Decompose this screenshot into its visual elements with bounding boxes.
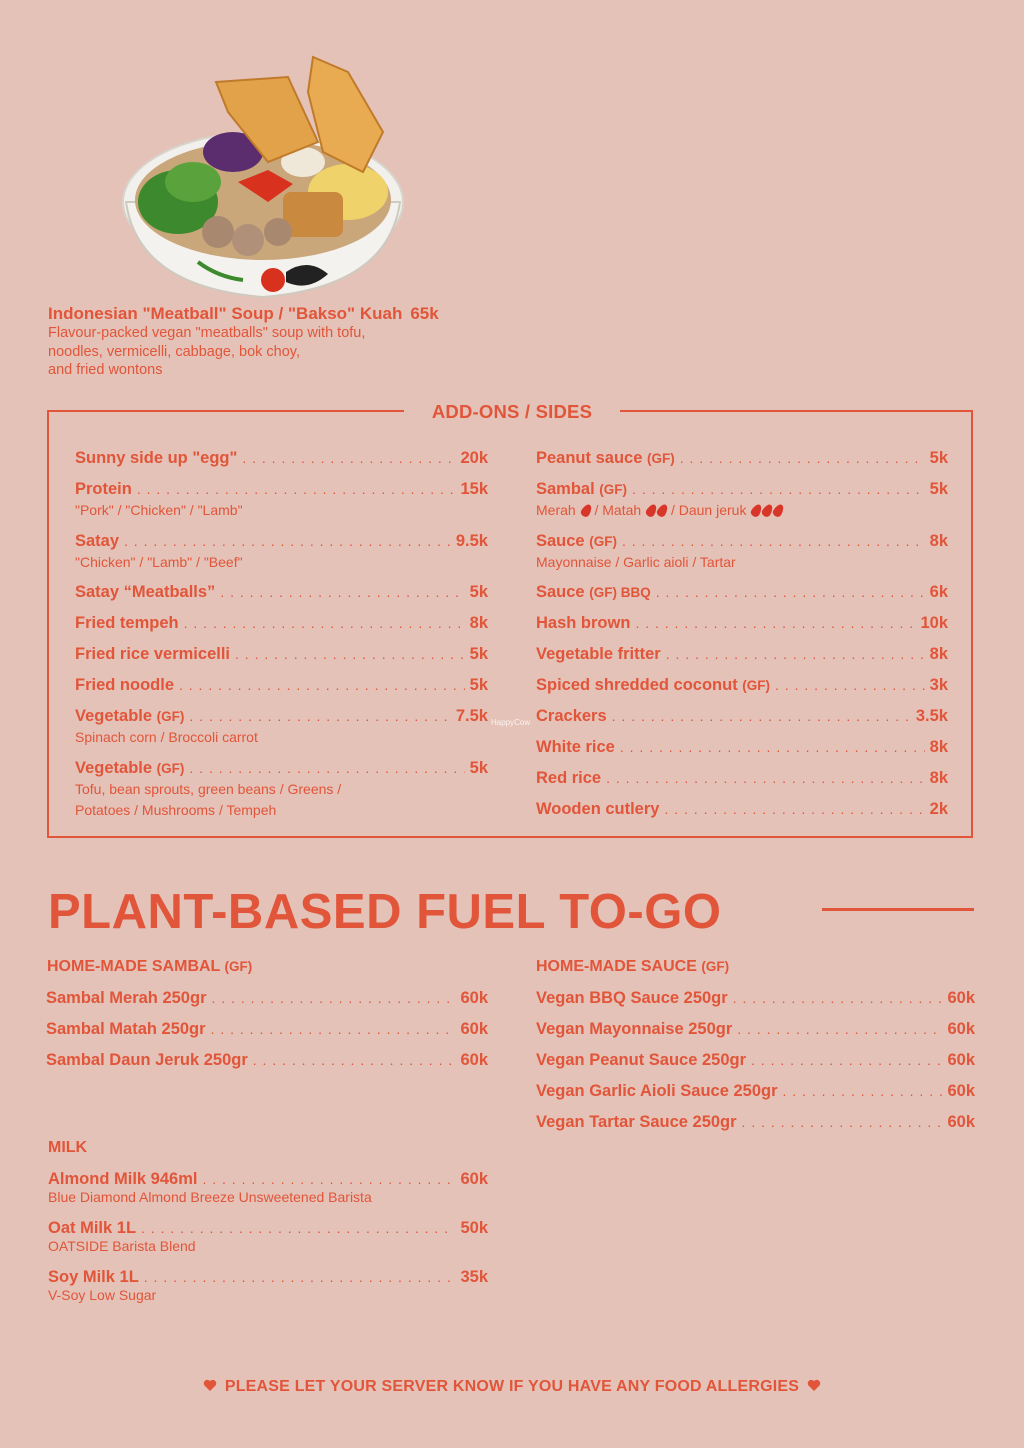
item-name: Vegan BBQ Sauce 250gr: [536, 989, 728, 1007]
item-price: 60k: [460, 989, 488, 1007]
menu-item: [536, 480, 948, 499]
gf-tag: (GF): [742, 678, 771, 693]
gf-tag: (GF): [589, 534, 617, 549]
item-price: 7.5k: [455, 707, 488, 725]
menu-item: [46, 989, 488, 1008]
item-name: Protein: [75, 480, 132, 498]
item-name: Peanut sauce: [536, 449, 643, 467]
item-name: Satay “Meatballs”: [75, 583, 216, 601]
item-price: 60k: [947, 1082, 975, 1100]
item-name: Satay: [75, 532, 120, 550]
item-name: Sambal Merah 250gr: [46, 989, 207, 1007]
gf-tag: (GF): [156, 709, 185, 724]
sambal-option: Matah: [602, 502, 642, 518]
item-subtext: Tofu, bean sprouts, green beans / Greens /: [75, 781, 342, 797]
item-price: 5k: [469, 645, 488, 663]
description-line: noodles, vermicelli, cabbage, bok choy,: [48, 343, 301, 360]
item-name: Vegetable fritter: [536, 645, 661, 663]
menu-item: [46, 1020, 488, 1039]
menu-item: [48, 1268, 488, 1287]
item-price: 35k: [460, 1268, 488, 1286]
item-name: Sambal Daun Jeruk 250gr: [46, 1051, 248, 1069]
sambal-option: Daun jeruk: [678, 502, 747, 518]
item-subtext: "Pork" / "Chicken" / "Lamb": [75, 502, 243, 518]
menu-item: [46, 1051, 488, 1070]
item-name: Vegan Tartar Sauce 250gr: [536, 1113, 737, 1131]
item-name: Vegan Peanut Sauce 250gr: [536, 1051, 747, 1069]
menu-item: [75, 759, 488, 778]
menu-item: [536, 800, 948, 819]
item-price: 3k: [929, 676, 948, 694]
feature-item-name: Indonesian "Meatball" Soup / "Bakso" Kuah: [48, 304, 403, 323]
item-subtext: V-Soy Low Sugar: [48, 1287, 157, 1303]
menu-item: [75, 480, 488, 499]
togo-title: PLANT-BASED FUEL TO-GO: [48, 885, 722, 939]
menu-item: [75, 645, 488, 664]
item-price: 5k: [929, 480, 948, 498]
menu-item: [536, 1020, 975, 1039]
item-price: 60k: [460, 1051, 488, 1069]
item-price: 50k: [460, 1219, 488, 1237]
allergy-text: PLEASE LET YOUR SERVER KNOW IF YOU HAVE ANY FOOD ALLERGIES: [224, 1378, 800, 1395]
item-price: 5k: [469, 676, 488, 694]
item-name: Sambal: [536, 480, 595, 498]
addons-title: ADD-ONS / SIDES: [404, 401, 620, 423]
chili-icon: [655, 503, 669, 519]
menu-item: [536, 769, 948, 788]
bakso-soup-photo: [118, 52, 413, 302]
item-name: Oat Milk 1L: [48, 1219, 137, 1237]
menu-item: [536, 707, 948, 726]
menu-item: [75, 707, 488, 726]
item-name: Fried tempeh: [75, 614, 179, 632]
item-price: 9.5k: [455, 532, 488, 550]
item-name: Sauce: [536, 583, 585, 601]
item-price: 8k: [929, 769, 948, 787]
item-name: White rice: [536, 738, 615, 756]
heart-icon: [203, 1379, 217, 1392]
item-price: 60k: [460, 1020, 488, 1038]
item-price: 60k: [947, 1051, 975, 1069]
feature-item-description: [48, 324, 408, 380]
item-name: Crackers: [536, 707, 607, 725]
item-price: 8k: [929, 738, 948, 756]
item-name: Sunny side up "egg": [75, 449, 238, 467]
item-price: 60k: [947, 1020, 975, 1038]
item-price: 60k: [947, 989, 975, 1007]
item-subtext: OATSIDE Barista Blend: [48, 1238, 196, 1254]
menu-item: [75, 449, 488, 468]
item-price: 8k: [929, 532, 948, 550]
item-name: Almond Milk 946ml: [48, 1170, 198, 1188]
item-price: 2k: [929, 800, 948, 818]
heart-icon: [807, 1379, 821, 1392]
item-name: Wooden cutlery: [536, 800, 660, 818]
description-line: and fried wontons: [48, 362, 163, 378]
sambal-option: Merah: [536, 502, 576, 518]
menu-item: [536, 532, 948, 551]
item-name: Vegan Mayonnaise 250gr: [536, 1020, 733, 1038]
item-name: Red rice: [536, 769, 602, 787]
item-price: 8k: [469, 614, 488, 632]
description-line: Flavour-packed vegan "meatballs" soup with tofu,: [48, 325, 366, 341]
menu-item: [536, 645, 948, 664]
feature-item-price: 65k: [410, 304, 439, 323]
item-name: Fried noodle: [75, 676, 174, 694]
item-price: 15k: [460, 480, 488, 498]
chili-icon: [579, 503, 593, 519]
item-price: 60k: [947, 1113, 975, 1131]
item-subtext: Potatoes / Mushrooms / Tempeh: [75, 802, 277, 818]
item-price: 10k: [920, 614, 948, 632]
item-name: Vegan Garlic Aioli Sauce 250gr: [536, 1082, 778, 1100]
menu-item: [536, 583, 948, 602]
gf-tag: (GF) BBQ: [589, 585, 651, 600]
menu-item: [536, 676, 948, 695]
allergy-notice: [0, 1378, 1024, 1396]
menu-item: [536, 738, 948, 757]
item-price: 5k: [469, 759, 488, 777]
menu-item: [75, 614, 488, 633]
menu-item: [536, 1051, 975, 1070]
menu-item: [536, 449, 948, 468]
sauce-heading: HOME-MADE SAUCE (GF): [536, 958, 730, 975]
item-subtext: Blue Diamond Almond Breeze Unsweetened Barista: [48, 1189, 372, 1205]
menu-item: [536, 614, 948, 633]
sambal-heading: HOME-MADE SAMBAL (GF): [47, 958, 253, 975]
menu-item: [75, 583, 488, 602]
item-name: Vegetable: [75, 759, 153, 777]
item-name: Soy Milk 1L: [48, 1268, 139, 1286]
item-price: 3.5k: [915, 707, 948, 725]
title-rule: [822, 908, 974, 911]
item-name: Hash brown: [536, 614, 631, 632]
item-subtext: Spinach corn / Broccoli carrot: [75, 729, 258, 745]
item-name: Fried rice vermicelli: [75, 645, 231, 663]
menu-item: [48, 1219, 488, 1238]
item-name: Spiced shredded coconut: [536, 676, 738, 694]
menu-item: [536, 1113, 975, 1132]
item-name: Vegetable: [75, 707, 153, 725]
item-subtext: "Chicken" / "Lamb" / "Beef": [75, 554, 243, 570]
item-price: 8k: [929, 645, 948, 663]
menu-item: [536, 1082, 975, 1101]
sambal-options: Merah / Matah / Daun jeruk: [536, 502, 783, 518]
item-subtext: Mayonnaise / Garlic aioli / Tartar: [536, 554, 736, 570]
item-price: 5k: [929, 449, 948, 467]
menu-item: [75, 532, 488, 551]
item-name: Sambal Matah 250gr: [46, 1020, 206, 1038]
item-price: 5k: [469, 583, 488, 601]
item-price: 6k: [929, 583, 948, 601]
gf-tag: (GF): [646, 451, 675, 466]
gf-tag: (GF): [599, 482, 628, 497]
gf-tag: (GF): [156, 761, 185, 776]
watermark: HappyCow: [491, 718, 531, 727]
milk-heading: MILK: [48, 1139, 88, 1156]
feature-item-title: [48, 304, 439, 324]
item-price: 20k: [460, 449, 488, 467]
menu-item: [536, 989, 975, 1008]
menu-item: [48, 1170, 488, 1189]
menu-item: [75, 676, 488, 695]
item-name: Sauce: [536, 532, 585, 550]
item-price: 60k: [460, 1170, 488, 1188]
